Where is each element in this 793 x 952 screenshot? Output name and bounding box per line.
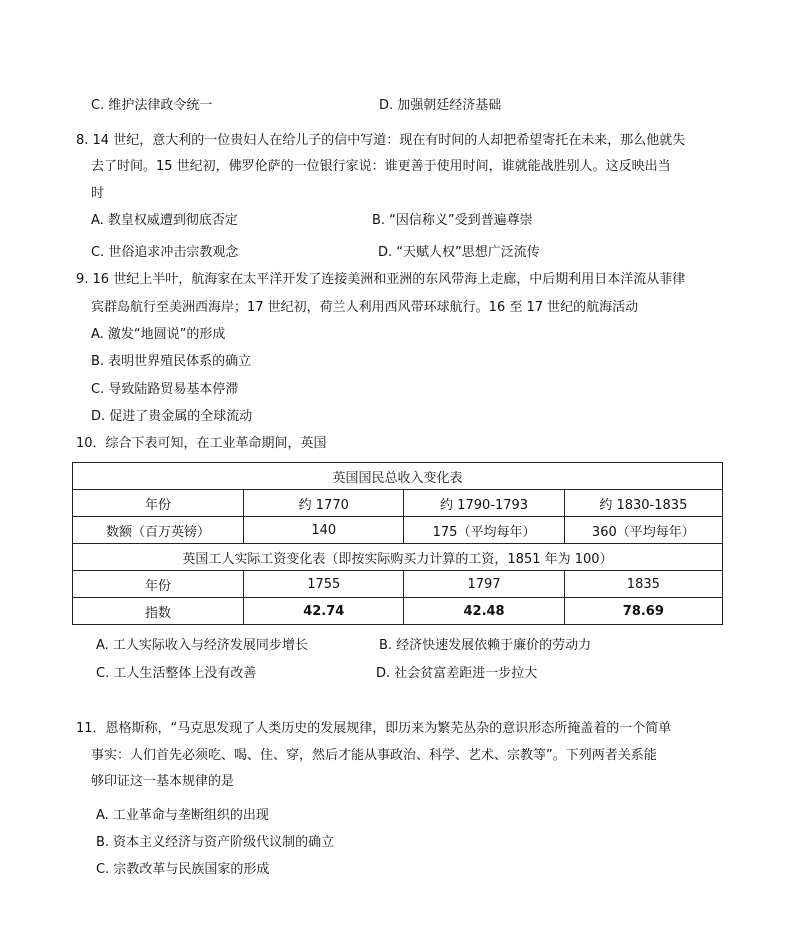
q10-option-b: B. 经济快速发展依赖于廉价的劳动力 [379, 638, 592, 653]
q11-stem-line3: 够印证这一基本规律的是 [91, 774, 235, 789]
table1-year: 约 1790-1793 [404, 490, 564, 517]
q7-option-c: C. 维护法律政令统一 [91, 98, 213, 113]
q11-option-c: C. 宗教改革与民族国家的形成 [96, 862, 270, 877]
q11-stem-line1: 11．恩格斯称，“马克思发现了人类历史的发展规律，即历来为繁芜丛杂的意识形态所掩盖着的一个简单 [76, 721, 672, 736]
income-wage-table [72, 462, 723, 625]
table2-index: 42.48 [404, 598, 564, 625]
table2-year: 1797 [404, 571, 564, 598]
q10-option-a: A. 工人实际收入与经济发展同步增长 [96, 638, 308, 653]
q11-option-a: A. 工业革命与垄断组织的出现 [96, 808, 269, 823]
q8-stem-line3: 时 [91, 186, 105, 201]
table2-title: 英国工人实际工资变化表（即按实际购买力计算的工资，1851 年为 100） [73, 544, 723, 571]
table2-year: 1755 [244, 571, 404, 598]
q11-stem-line2: 事实：人们首先必须吃、喝、住、穿，然后才能从事政治、科学、艺术、宗教等”。下列两者关系能 [91, 748, 657, 763]
table1-amount: 175（平均每年） [404, 517, 564, 544]
q9-stem-line1: 9. 16 世纪上半叶，航海家在太平洋开发了连接美洲和亚洲的东风带海上走廊，中后期利用日本洋流从菲律 [76, 272, 686, 287]
q11-option-b: B. 资本主义经济与资产阶级代议制的确立 [96, 835, 335, 850]
table1-year-label: 年份 [73, 490, 244, 517]
q10-stem: 10．综合下表可知，在工业革命期间，英国 [76, 436, 327, 451]
table2-index: 78.69 [564, 598, 722, 625]
q9-stem-line2: 宾群岛航行至美洲西海岸；17 世纪初，荷兰人利用西风带环球航行。16 至 17 世纪的航海活动 [91, 300, 639, 315]
q8-stem-line2: 去了时间。15 世纪初，佛罗伦萨的一位银行家说：谁更善于使用时间，谁就能战胜别人。这反映出当 [91, 159, 671, 174]
table1-amount-label: 数额（百万英镑） [73, 517, 244, 544]
q8-option-d: D. “天赋人权”思想广泛流传 [378, 245, 540, 260]
table1-title: 英国国民总收入变化表 [73, 463, 723, 490]
table1-year: 约 1830-1835 [564, 490, 722, 517]
table2-index-label: 指数 [73, 598, 244, 625]
q8-option-a: A. 教皇权威遭到彻底否定 [91, 213, 238, 228]
table1-amount: 140 [244, 517, 404, 544]
table1-year: 约 1770 [244, 490, 404, 517]
q8-option-c: C. 世俗追求冲击宗教观念 [91, 245, 239, 260]
q8-stem-line1: 8. 14 世纪，意大利的一位贵妇人在给儿子的信中写道：现在有时间的人却把希望寄托在未来，那么他就失 [76, 133, 686, 148]
table2-year: 1835 [564, 571, 722, 598]
q9-option-b: B. 表明世界殖民体系的确立 [91, 354, 252, 369]
q8-option-b: B. “因信称义”受到普遍尊崇 [372, 213, 533, 228]
q10-option-c: C. 工人生活整体上没有改善 [96, 666, 257, 681]
q10-option-d: D. 社会贫富差距进一步拉大 [376, 666, 538, 681]
table2-year-label: 年份 [73, 571, 244, 598]
q7-option-d: D. 加强朝廷经济基础 [379, 98, 502, 113]
q9-option-a: A. 激发“地圆说”的形成 [91, 327, 226, 342]
q9-option-c: C. 导致陆路贸易基本停滞 [91, 382, 239, 397]
q9-option-d: D. 促进了贵金属的全球流动 [91, 409, 253, 424]
table2-index: 42.74 [244, 598, 404, 625]
table1-amount: 360（平均每年） [564, 517, 722, 544]
